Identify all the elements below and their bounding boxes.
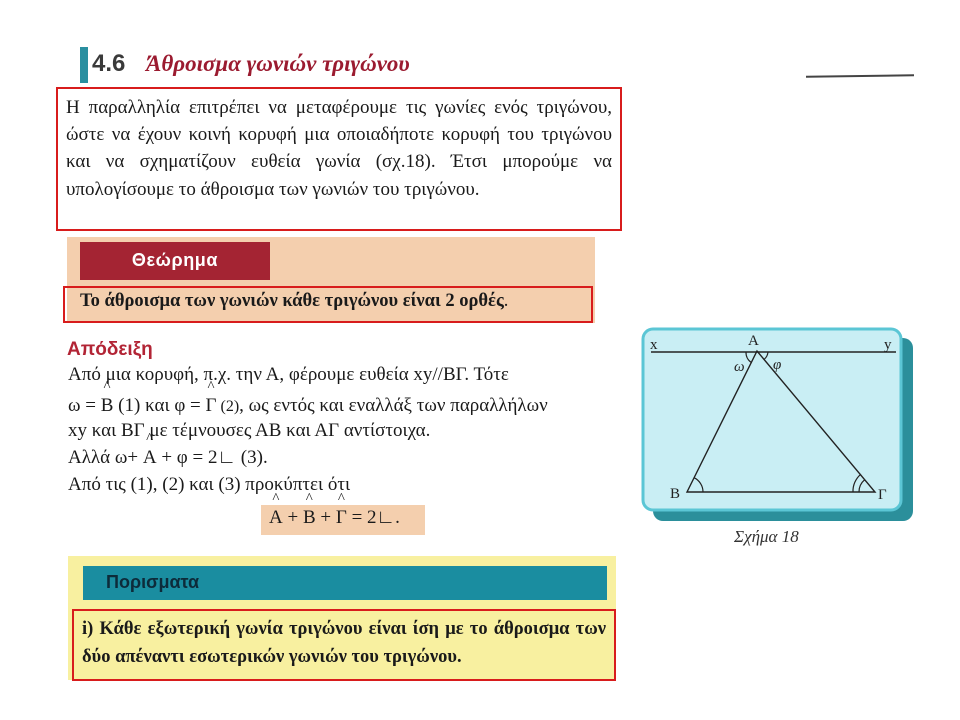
formula-plus-2: +: [315, 507, 336, 528]
label-g: Γ: [878, 487, 887, 503]
proof-line-4: [68, 447, 616, 469]
figure-caption: Σχήμα 18: [734, 527, 799, 546]
formula-plus-1: +: [282, 507, 303, 528]
omega-symbol: ω: [68, 395, 81, 416]
intro-paragraph: Η παραλληλία επιτρέπει να μεταφέρουμε τις γωνίες ενός τριγώνου, ώστε να έχουν κοινή κορυφή μια οποιαδήποτε κορυφή του τριγώνου και να σχηματίζουν ευθεία γωνία (σχ.18). Έτσι μπορούμε να υπολογίσουμε το άθροισμα των γωνιών του τριγώνου.: [56, 87, 622, 231]
theorem-statement: [80, 291, 508, 312]
ref-1-text: (1) και: [113, 395, 175, 416]
corollaries-label: Πορισματα: [106, 572, 200, 592]
section-title: Άθροισμα γωνιών τριγώνου: [146, 51, 410, 76]
section-marker-bar: [80, 47, 88, 83]
line-4-post: + φ = 2∟ (3).: [156, 447, 268, 468]
theorem-statement-text: Το άθροισμα των γωνιών κάθε τριγώνου είναι 2 ορθές: [80, 291, 504, 311]
proof-line-1: Από μια κορυφή, π.χ. την Α, φέρουμε ευθεία xy//ΒΓ. Τότε: [68, 364, 509, 385]
proof-title: Απόδειξη: [67, 339, 153, 360]
label-omega: ω: [734, 359, 745, 375]
formula-rhs: = 2∟.: [346, 507, 400, 528]
ref-2-text: (2): [216, 398, 240, 415]
label-y: y: [884, 337, 892, 353]
label-a: A: [748, 333, 759, 349]
theorem-label: Θεώρημα: [131, 250, 219, 270]
angle-sum-formula: [269, 507, 400, 529]
formula-angle-g: ^ Γ: [336, 507, 347, 529]
corollary-1: i) Κάθε εξωτερική γωνία τριγώνου είναι ίση με το άθροισμα των δύο απέναντι εσωτερικών γωνιών του τριγώνου.: [72, 609, 616, 681]
equals-text-2: =: [185, 395, 206, 416]
proof-line-2-rest: , ως εντός και εναλλάξ των παραλλήλων: [239, 395, 548, 416]
label-x: x: [650, 337, 658, 353]
formula-angle-a: ^ Α: [269, 507, 283, 529]
theorem-statement-end: .: [503, 291, 509, 311]
decorative-line: [806, 74, 914, 78]
triangle-figure: [640, 325, 916, 525]
equals-text: =: [80, 395, 101, 416]
proof-line-2: [68, 395, 616, 417]
label-b: B: [670, 486, 681, 502]
angle-a-hat: ^ Α: [143, 447, 157, 469]
phi-symbol: φ: [174, 395, 186, 416]
section-number: 4.6: [92, 50, 126, 77]
proof-line-5: Από τις (1), (2) και (3) προκύπτει ότι: [68, 474, 351, 495]
angle-g-hat: ^ Γ: [206, 395, 217, 417]
formula-angle-b: ^ Β: [303, 507, 316, 529]
proof-line-3: xy και ΒΓ με τέμνουσες ΑΒ και ΑΓ αντίστοιχα.: [68, 420, 431, 441]
angle-b-hat: ^ Β: [101, 395, 114, 417]
label-phi: φ: [773, 357, 782, 373]
line-4-pre: Αλλά ω+: [68, 447, 143, 468]
